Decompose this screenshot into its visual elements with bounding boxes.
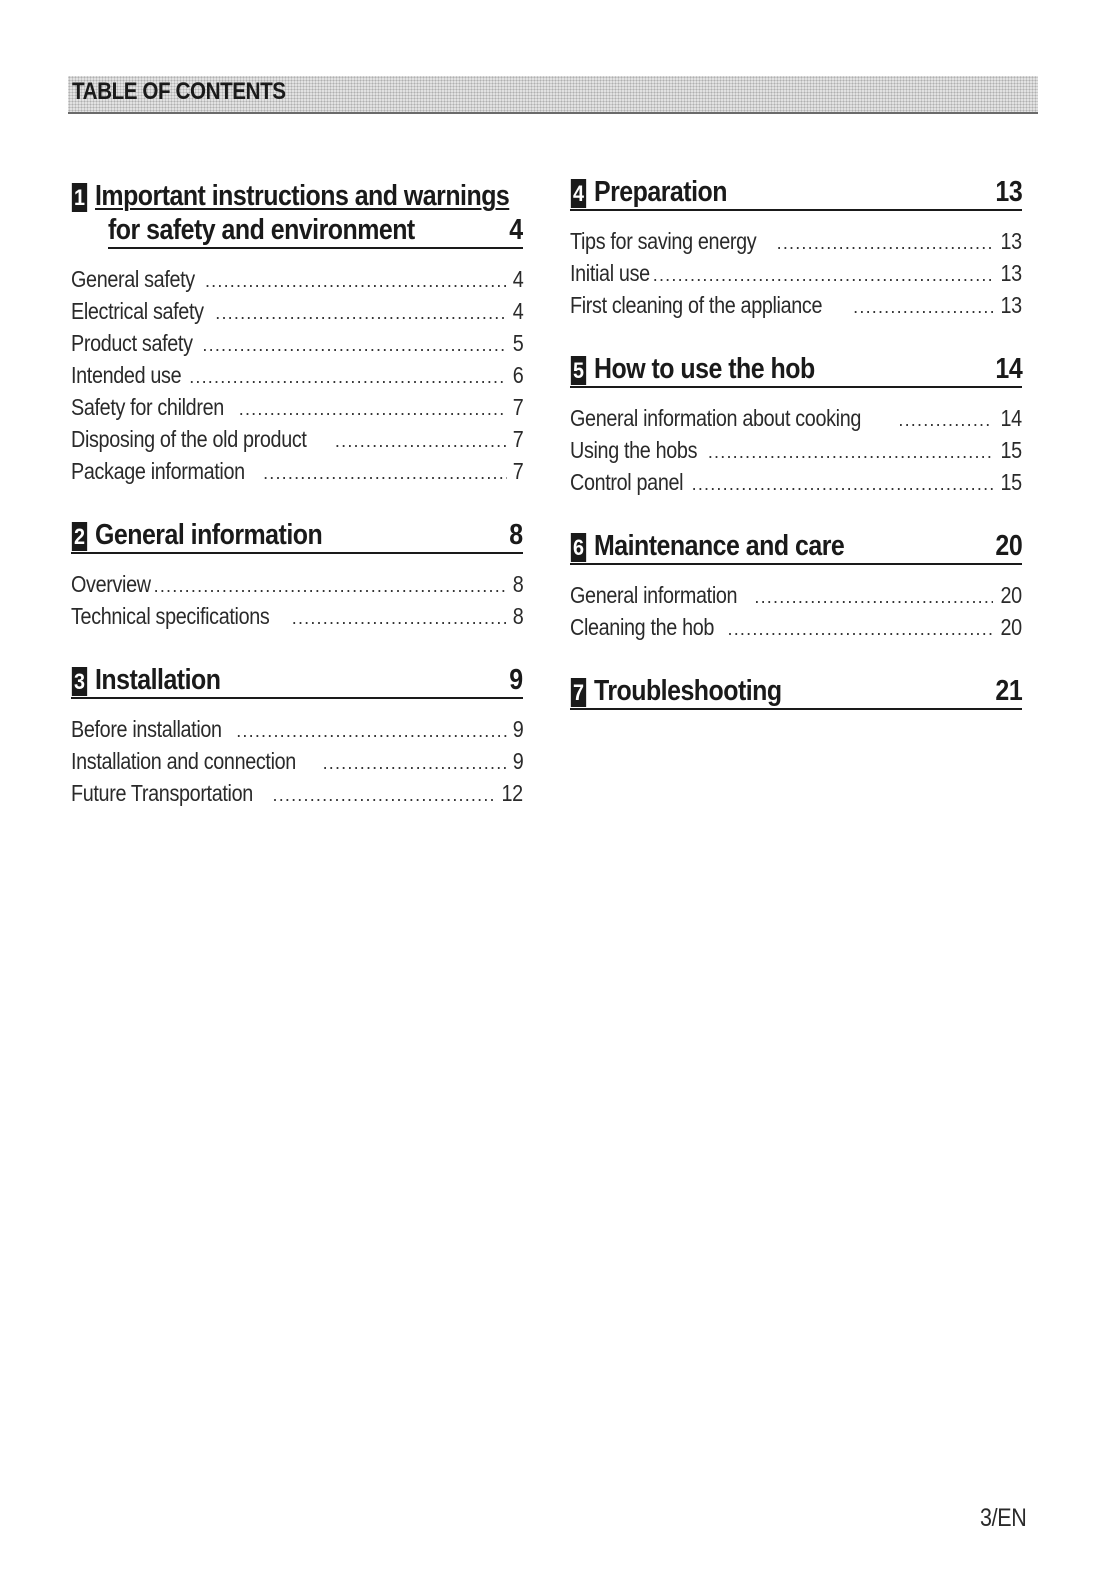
dot-leader: [853, 291, 993, 323]
toc-entry[interactable]: [71, 777, 523, 809]
entry-label: General information about cooking: [570, 405, 862, 431]
dot-leader: [335, 425, 507, 457]
toc-left-column: [71, 180, 523, 809]
toc-title: TABLE OF CONTENTS: [72, 78, 286, 105]
dot-leader: [692, 468, 994, 500]
section-number-badge: 4: [571, 179, 586, 208]
toc-entry[interactable]: [570, 289, 1022, 321]
dot-leader: [239, 393, 507, 425]
entry-label: Overview: [71, 571, 151, 597]
section-heading[interactable]: [570, 530, 1022, 565]
toc-entry[interactable]: [71, 745, 523, 777]
entry-page: 12: [501, 780, 523, 806]
section-title: Maintenance and care: [594, 530, 845, 562]
dot-leader: [777, 227, 994, 259]
toc-entry[interactable]: [71, 391, 523, 423]
section-title-continued: for safety and environment: [108, 214, 415, 246]
section-heading[interactable]: [71, 519, 523, 554]
entry-page: 14: [1000, 405, 1022, 431]
toc-section-5: [570, 353, 1022, 498]
toc-section-7: [570, 675, 1022, 710]
section-title: General information: [95, 519, 323, 551]
entry-label: Control panel: [570, 469, 684, 495]
entry-label: Technical specifications: [71, 603, 270, 629]
toc-entry[interactable]: [570, 611, 1022, 643]
dot-leader: [202, 329, 506, 361]
dot-leader: [898, 404, 993, 436]
section-page: 14: [995, 353, 1022, 385]
dot-leader: [292, 602, 507, 634]
section-page: 13: [995, 176, 1022, 208]
section-title: Important instructions and warnings: [95, 180, 510, 212]
section-title: How to use the hob: [594, 353, 815, 385]
entry-page: 4: [512, 298, 523, 324]
entry-label: General safety: [71, 266, 195, 292]
section-heading[interactable]: [570, 353, 1022, 388]
toc-entry[interactable]: [71, 295, 523, 327]
entry-page: 7: [512, 394, 523, 420]
toc-entry[interactable]: [71, 455, 523, 487]
toc-entry[interactable]: [570, 466, 1022, 498]
entry-page: 4: [512, 266, 523, 292]
entry-page: 5: [512, 330, 523, 356]
dot-leader: [215, 297, 506, 329]
toc-section-1: [71, 180, 523, 487]
entry-page: 6: [512, 362, 523, 388]
section-number-badge: 3: [72, 667, 87, 696]
toc-entry[interactable]: [71, 359, 523, 391]
entry-label: Initial use: [570, 260, 650, 286]
toc-header-bar: [68, 76, 1038, 114]
section-number-badge: 7: [571, 678, 586, 707]
dot-leader: [189, 361, 506, 393]
entry-label: Electrical safety: [71, 298, 204, 324]
dot-leader: [273, 779, 495, 811]
section-number-badge: 2: [72, 522, 87, 551]
toc-entry[interactable]: [570, 434, 1022, 466]
dot-leader: [323, 747, 507, 779]
toc-entry[interactable]: [570, 257, 1022, 289]
dot-leader: [653, 259, 993, 291]
toc-entry[interactable]: [570, 225, 1022, 257]
toc-section-6: [570, 530, 1022, 643]
entry-page: 7: [512, 458, 523, 484]
dot-leader: [263, 457, 507, 489]
section-number-badge: 6: [571, 533, 586, 562]
section-page: 4: [509, 214, 523, 246]
entry-label: Intended use: [71, 362, 182, 388]
section-number-badge: 1: [72, 183, 87, 212]
entry-page: 7: [512, 426, 523, 452]
entry-label: First cleaning of the appliance: [570, 292, 823, 318]
entry-page: 20: [1000, 582, 1022, 608]
dot-leader: [728, 613, 994, 645]
entry-label: Future Transportation: [71, 780, 253, 806]
section-number-badge: 5: [571, 356, 586, 385]
section-page: 21: [995, 675, 1022, 707]
section-heading[interactable]: [570, 675, 1022, 710]
toc-entry[interactable]: [71, 263, 523, 295]
section-heading[interactable]: [570, 176, 1022, 211]
entry-label: Before installation: [71, 716, 222, 742]
entry-label: Installation and connection: [71, 748, 296, 774]
dot-leader: [708, 436, 993, 468]
entry-label: Using the hobs: [570, 437, 698, 463]
dot-leader: [205, 265, 507, 297]
section-title: Installation: [95, 664, 221, 696]
toc-section-3: [71, 664, 523, 809]
toc-entry[interactable]: [71, 327, 523, 359]
section-heading[interactable]: [71, 180, 523, 249]
entry-label: Safety for children: [71, 394, 224, 420]
entry-page: 15: [1000, 469, 1022, 495]
entry-label: Cleaning the hob: [570, 614, 715, 640]
entry-page: 9: [512, 748, 523, 774]
entry-page: 8: [512, 603, 523, 629]
entry-page: 13: [1000, 292, 1022, 318]
entry-page: 8: [512, 571, 523, 597]
entry-page: 20: [1000, 614, 1022, 640]
entry-label: Package information: [71, 458, 245, 484]
dot-leader: [236, 715, 506, 747]
entry-label: General information: [570, 582, 738, 608]
section-page: 8: [509, 519, 523, 551]
entry-label: Product safety: [71, 330, 193, 356]
dot-leader: [154, 570, 507, 602]
page-number: 3/EN: [980, 1504, 1027, 1532]
section-heading[interactable]: [71, 664, 523, 699]
toc-entry[interactable]: [71, 600, 523, 632]
toc-entry[interactable]: [71, 713, 523, 745]
section-page: 20: [995, 530, 1022, 562]
toc-entry[interactable]: [570, 579, 1022, 611]
dot-leader: [754, 581, 993, 613]
toc-entry[interactable]: [570, 402, 1022, 434]
entry-label: Tips for saving energy: [570, 228, 757, 254]
section-title: Troubleshooting: [594, 675, 782, 707]
toc-entry[interactable]: [71, 568, 523, 600]
section-page: 9: [509, 664, 523, 696]
section-title: Preparation: [594, 176, 727, 208]
toc-section-4: [570, 176, 1022, 321]
entry-page: 13: [1000, 260, 1022, 286]
toc-section-2: [71, 519, 523, 632]
toc-right-column: [570, 176, 1022, 710]
entry-page: 9: [512, 716, 523, 742]
toc-entry[interactable]: [71, 423, 523, 455]
entry-page: 13: [1000, 228, 1022, 254]
entry-label: Disposing of the old product: [71, 426, 307, 452]
entry-page: 15: [1000, 437, 1022, 463]
